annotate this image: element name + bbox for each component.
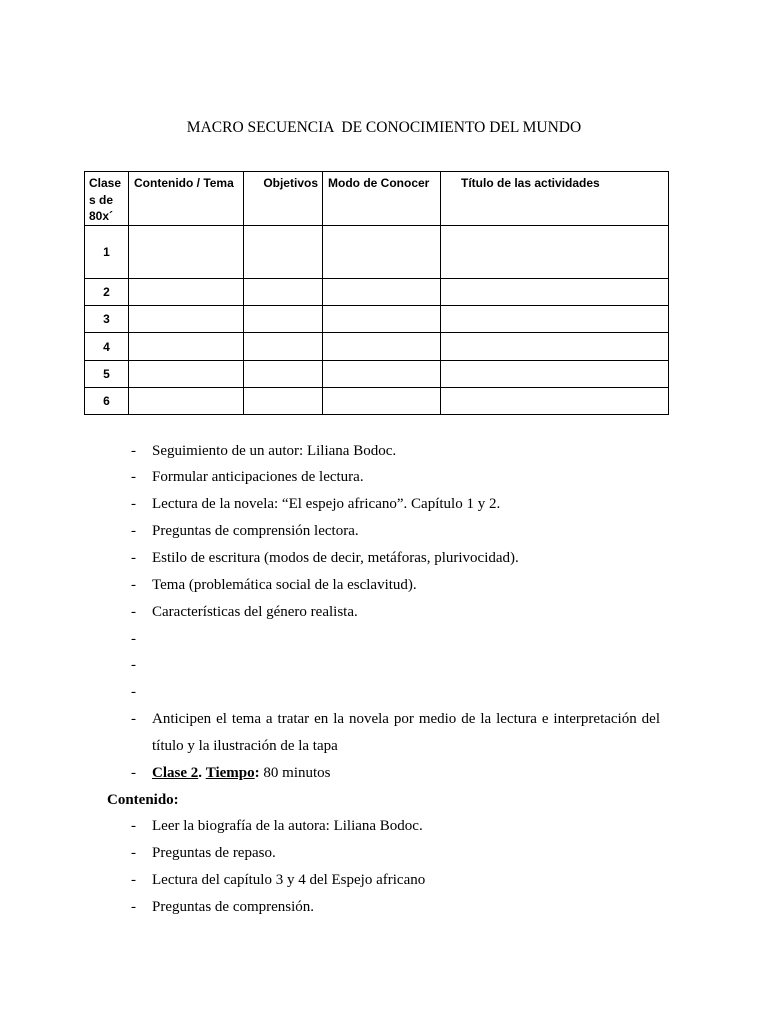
- bullet-dash: -: [131, 496, 136, 513]
- clase-2-line: [152, 760, 660, 787]
- bullet-dash: -: [131, 845, 136, 862]
- table-row: [85, 226, 669, 279]
- list-item: [107, 438, 660, 465]
- empty-list-item: [107, 626, 660, 653]
- empty-list-item: [107, 652, 660, 679]
- tiempo-value: 80 minutos: [259, 764, 331, 781]
- table-cell: [244, 279, 323, 306]
- table-cell: [323, 361, 441, 388]
- table-cell: [441, 279, 669, 306]
- list-item-text: Preguntas de comprensión.: [152, 898, 315, 915]
- list-item-text: Características del género realista.: [152, 603, 358, 620]
- list-item-text: Anticipen el tema a tratar en la novela por medio de la lectura e interpretación del título y la ilustración de la tapa: [152, 711, 660, 754]
- document-title: MACRO SECUENCIA DE CONOCIMIENTO DEL MUNDO: [186, 119, 582, 136]
- list-item-text: Lectura de la novela: “El espejo africano”. Capítulo 1 y 2.: [152, 496, 501, 513]
- table-row: [85, 333, 669, 361]
- list-item: [107, 572, 660, 599]
- row-number: 3: [85, 306, 129, 333]
- clase-2-item: [107, 760, 660, 787]
- table-cell: [323, 279, 441, 306]
- table-cell: [441, 226, 669, 279]
- table-row: [85, 361, 669, 388]
- bullet-dash: -: [131, 549, 136, 566]
- list-item: [107, 518, 660, 545]
- row-number: 4: [85, 333, 129, 361]
- table-row: [85, 306, 669, 333]
- header-contenido: Contenido / Tema: [129, 172, 244, 226]
- table-cell: [323, 388, 441, 415]
- header-titulo-actividades: Título de las actividades: [441, 172, 669, 226]
- bullet-dash: -: [131, 523, 136, 540]
- bullet-dash: -: [131, 872, 136, 889]
- table-cell: [441, 361, 669, 388]
- table-cell: [129, 333, 244, 361]
- list-item-text: [152, 626, 660, 653]
- bullet-dash: -: [131, 764, 136, 781]
- list-item: [107, 894, 660, 921]
- empty-list-item: [107, 679, 660, 706]
- list-item: [107, 840, 660, 867]
- list-item: [107, 491, 660, 518]
- table-row: [85, 279, 669, 306]
- row-number: 5: [85, 361, 129, 388]
- clase-period: .: [198, 764, 202, 781]
- table-cell: [244, 306, 323, 333]
- list-item-text: Preguntas de comprensión lectora.: [152, 523, 359, 540]
- table-cell: [441, 333, 669, 361]
- bullet-dash: -: [131, 442, 136, 459]
- table-cell: [441, 388, 669, 415]
- bullet-dash: -: [131, 898, 136, 915]
- bullet-dash: -: [131, 684, 136, 701]
- row-number: 1: [85, 226, 129, 279]
- sequence-table: [84, 171, 669, 415]
- header-clases-line: s de: [89, 192, 114, 207]
- bullet-dash: -: [131, 657, 136, 674]
- bullet-dash: -: [131, 630, 136, 647]
- bullet-dash: -: [131, 711, 136, 728]
- list-item-text: Estilo de escritura (modos de decir, metáforas, plurivocidad).: [152, 549, 519, 566]
- list-item-text: Tema (problemática social de la esclavitud).: [152, 576, 417, 593]
- table-cell: [244, 226, 323, 279]
- header-clases-line: 80x´: [89, 209, 114, 223]
- list-item-text: Formular anticipaciones de lectura.: [152, 469, 364, 486]
- list-item-text: Seguimiento de un autor: Liliana Bodoc.: [152, 442, 397, 459]
- table-cell: [323, 226, 441, 279]
- table-cell: [323, 306, 441, 333]
- tiempo-label: Tiempo: [205, 764, 255, 781]
- list-item: [107, 813, 660, 840]
- table-cell: [129, 226, 244, 279]
- list-item: [107, 706, 660, 760]
- table-cell: [244, 333, 323, 361]
- bullet-dash: -: [131, 818, 136, 835]
- table-cell: [244, 388, 323, 415]
- bullet-dash: -: [131, 603, 136, 620]
- table-row: [85, 388, 669, 415]
- header-clases: [85, 172, 129, 226]
- list-item-text: Preguntas de repaso.: [152, 845, 276, 862]
- table-cell: [323, 333, 441, 361]
- list-item: [107, 867, 660, 894]
- table-cell: [129, 361, 244, 388]
- list-item-text: Leer la biografía de la autora: Liliana Bodoc.: [152, 818, 423, 835]
- contenido-heading: Contenido:: [107, 791, 179, 808]
- list-item: [107, 599, 660, 626]
- row-number: 2: [85, 279, 129, 306]
- list-item: [107, 464, 660, 491]
- table-cell: [129, 388, 244, 415]
- list-item: [107, 545, 660, 572]
- header-modo-de-conocer: Modo de Conocer: [323, 172, 441, 226]
- bullet-dash: -: [131, 576, 136, 593]
- header-clases-line: Clase: [89, 176, 122, 190]
- tiempo-colon: :: [254, 764, 260, 781]
- list-item-text: [152, 652, 660, 679]
- header-objetivos: Objetivos: [244, 172, 323, 226]
- table-cell: [129, 306, 244, 333]
- list-item-text: [152, 679, 660, 706]
- list-item-text: Lectura del capítulo 3 y 4 del Espejo africano: [152, 872, 426, 889]
- table-cell: [129, 279, 244, 306]
- clase-label: Clase 2: [152, 764, 199, 781]
- row-number: 6: [85, 388, 129, 415]
- activity-lists: [107, 438, 660, 921]
- bullet-dash: -: [131, 469, 136, 486]
- table-header-row: [85, 172, 669, 226]
- table-cell: [244, 361, 323, 388]
- table-cell: [441, 306, 669, 333]
